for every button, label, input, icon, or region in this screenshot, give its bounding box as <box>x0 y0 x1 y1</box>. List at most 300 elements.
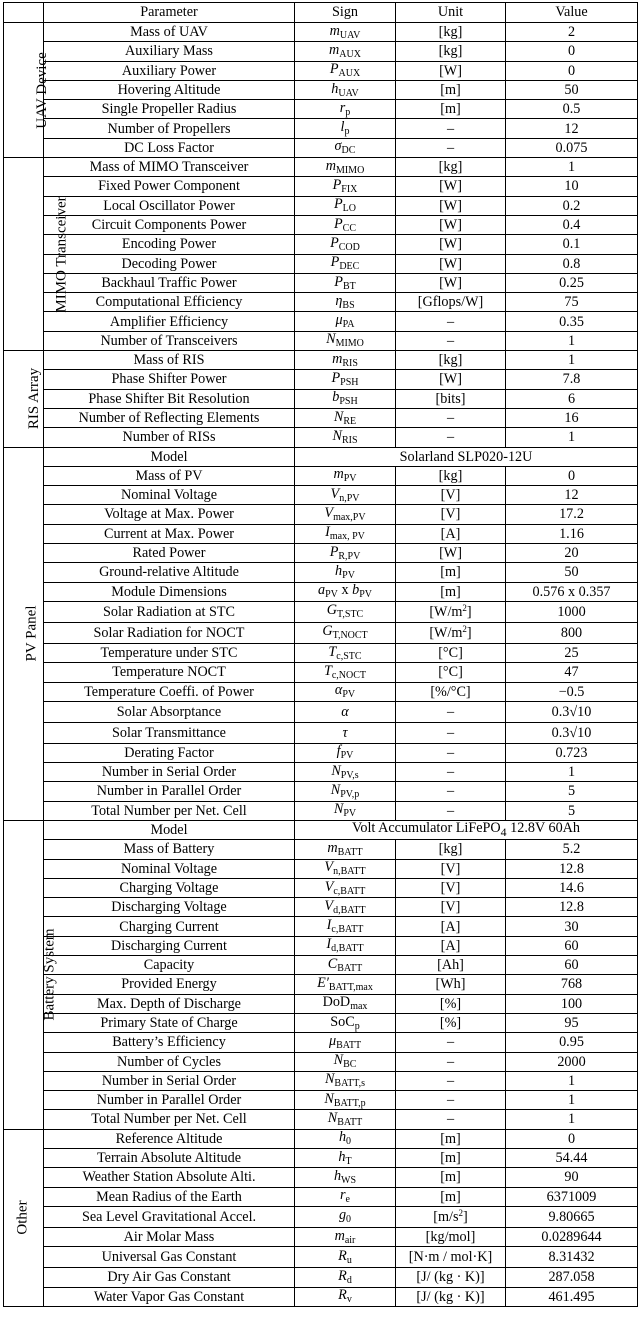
sign-sub: d <box>346 1274 352 1286</box>
sign-sub: PV,s <box>340 769 359 781</box>
unit-cell <box>396 1129 506 1148</box>
sign-base: N <box>324 1071 335 1088</box>
sign-symbol <box>328 644 361 660</box>
unit-cell <box>396 235 506 254</box>
sign-cell <box>295 100 396 119</box>
unit-cell <box>396 331 506 350</box>
sign-times: x <box>337 582 353 599</box>
parameter-cell: Temperature NOCT <box>44 663 295 682</box>
parameter-cell: Hovering Altitude <box>44 80 295 99</box>
sign-cell <box>295 782 396 801</box>
sign-base: h <box>338 1148 346 1165</box>
sign-sub: UAV <box>338 87 359 99</box>
parameter-cell: Current at Max. Power <box>44 524 295 543</box>
sign-cell <box>295 801 396 820</box>
sign-sub: 0 <box>346 1214 352 1226</box>
sign-symbol <box>335 1228 356 1244</box>
unit-text: – <box>446 1111 455 1128</box>
sign-base: r <box>340 1187 346 1204</box>
sign-base: α <box>334 682 343 699</box>
sign-sub-2: PV <box>359 589 372 601</box>
value-cell: 14.6 <box>506 878 638 897</box>
sign-base: SoC <box>330 1013 355 1030</box>
unit-text: [W] <box>439 178 462 195</box>
unit-text: [N·m / mol·K] <box>408 1249 493 1266</box>
sign-sub: BATT <box>337 1117 363 1129</box>
sign-cell <box>295 956 396 975</box>
value-cell: 1 <box>506 1071 638 1090</box>
parameter-cell: Circuit Components Power <box>44 215 295 234</box>
sign-cell <box>295 563 396 582</box>
unit-text: – <box>446 724 455 741</box>
parameter-cell: Decoding Power <box>44 254 295 273</box>
unit-text: [%/°C] <box>430 683 471 700</box>
sign-cell <box>295 663 396 682</box>
sign-sub: PSH <box>340 376 359 388</box>
sign-cell <box>295 722 396 743</box>
header-blank <box>4 3 44 23</box>
parameter-cell: Number of Cycles <box>44 1052 295 1071</box>
sign-symbol <box>327 1110 363 1129</box>
sign-symbol <box>332 428 357 444</box>
sign-cell <box>295 119 396 138</box>
sign-base: I <box>326 936 332 953</box>
table-row <box>4 1206 638 1227</box>
sign-base: g <box>338 1207 347 1224</box>
sign-symbol <box>338 1287 352 1306</box>
parameter-cell: Ground-relative Altitude <box>44 563 295 582</box>
unit-sup: 2 <box>458 1208 463 1219</box>
parameter-cell: Solar Radiation at STC <box>44 601 295 622</box>
sign-sub: BATT <box>336 1039 362 1051</box>
value-cell: 800 <box>506 622 638 643</box>
parameter-cell: Discharging Current <box>44 936 295 955</box>
parameter-cell: Solar Absorptance <box>44 701 295 722</box>
sign-cell <box>295 994 396 1013</box>
table-row <box>4 1268 638 1287</box>
unit-cell <box>396 158 506 177</box>
sign-symbol <box>335 312 355 331</box>
sign-base: l <box>340 119 345 136</box>
value-cell: 47 <box>506 663 638 682</box>
unit-text: [m/s <box>433 1209 459 1226</box>
value-cell: 0.1 <box>506 235 638 254</box>
table-row <box>4 215 638 234</box>
parameter-cell: Nominal Voltage <box>44 486 295 505</box>
sign-sub: PV <box>325 589 338 601</box>
value-cell: 0.3√10 <box>506 722 638 743</box>
unit-text: [%] <box>439 995 462 1012</box>
value-cell: 60 <box>506 956 638 975</box>
value-cell: 7.8 <box>506 370 638 389</box>
sign-symbol <box>327 840 362 856</box>
model-value-text: Solarland SLP020-12U <box>399 448 533 465</box>
unit-text: [V] <box>440 506 461 523</box>
unit-cell <box>396 682 506 701</box>
sign-sub: n,BATT <box>333 866 366 878</box>
sign-sub: CC <box>342 222 356 234</box>
section-label <box>4 1129 44 1306</box>
value-cell: −0.5 <box>506 682 638 701</box>
unit-cell <box>396 486 506 505</box>
sign-sub: T,STC <box>337 609 364 621</box>
sign-base: μ <box>335 312 343 329</box>
sign-symbol <box>331 486 360 502</box>
parameter-cell: Amplifier Efficiency <box>44 312 295 331</box>
value-cell: 12 <box>506 119 638 138</box>
unit-cell <box>396 878 506 897</box>
table-row <box>4 1149 638 1168</box>
sign-base: P <box>329 543 339 560</box>
unit-text: – <box>446 802 455 819</box>
table-row <box>4 61 638 80</box>
unit-text: [Ah] <box>437 957 464 974</box>
value-cell: 1 <box>506 1091 638 1110</box>
sign-symbol <box>326 602 364 621</box>
unit-cell <box>396 1071 506 1090</box>
table-row <box>4 582 638 601</box>
unit-text: [m] <box>440 1130 461 1147</box>
sign-cell <box>295 312 396 331</box>
unit-cell <box>396 859 506 878</box>
unit-text: – <box>446 1034 455 1051</box>
sign-cell <box>295 1187 396 1206</box>
value-cell: 50 <box>506 563 638 582</box>
unit-cell <box>396 505 506 524</box>
sign-cell <box>295 701 396 722</box>
section-label <box>4 158 70 351</box>
value-cell: 1 <box>506 428 638 447</box>
unit-cell <box>396 119 506 138</box>
sign-symbol <box>325 879 366 895</box>
unit-cell <box>396 801 506 820</box>
table-row <box>4 1247 638 1268</box>
sign-sub: T,NOCT <box>332 630 368 642</box>
value-cell: 60 <box>506 936 638 955</box>
unit-cell <box>396 293 506 312</box>
parameter-cell: Discharging Voltage <box>44 898 295 917</box>
sign-base: r <box>339 99 346 116</box>
value-cell: 12 <box>506 486 638 505</box>
parameter-cell: DC Loss Factor <box>44 138 295 157</box>
parameter-cell: Mass of PV <box>44 466 295 485</box>
unit-text: [kg] <box>438 43 463 60</box>
unit-cell <box>396 722 506 743</box>
sign-base: DoD <box>322 994 351 1011</box>
sign-symbol <box>336 743 354 762</box>
sign-cell <box>295 466 396 485</box>
unit-end: ] <box>463 1209 468 1226</box>
sign-symbol <box>332 351 358 367</box>
value-cell: 0 <box>506 61 638 80</box>
sign-symbol <box>324 1071 366 1090</box>
unit-cell <box>396 80 506 99</box>
sign-sub: p <box>354 1020 360 1032</box>
sign-base: m <box>329 41 340 58</box>
table-row <box>4 254 638 273</box>
sign-symbol <box>330 254 360 273</box>
sign-symbol <box>338 1129 352 1148</box>
table-row <box>4 1091 638 1110</box>
parameter-cell: Mass of Battery <box>44 840 295 859</box>
sign-symbol <box>333 196 356 215</box>
sign-cell <box>295 254 396 273</box>
table-row <box>4 196 638 215</box>
sign-base: E′ <box>317 975 329 991</box>
sign-base: N <box>330 782 341 799</box>
sign-symbol <box>334 216 356 232</box>
sign-cell <box>295 80 396 99</box>
unit-text: [kg] <box>438 352 463 369</box>
unit-cell <box>396 61 506 80</box>
sign-base: P <box>330 234 339 251</box>
unit-text: [W/m <box>429 625 463 642</box>
sign-symbol <box>330 23 361 39</box>
value-cell: 90 <box>506 1168 638 1187</box>
parameter-cell: Encoding Power <box>44 235 295 254</box>
table-row <box>4 743 638 762</box>
sign-symbol <box>338 1248 352 1264</box>
sign-symbol <box>334 682 356 701</box>
sign-cell <box>295 643 396 662</box>
sign-base: N <box>332 427 342 444</box>
parameter-cell: Terrain Absolute Altitude <box>44 1149 295 1168</box>
unit-text: – <box>446 139 455 156</box>
sign-symbol <box>334 274 355 290</box>
model-label: Model <box>44 820 295 839</box>
section-label-text: PV Panel <box>23 605 40 662</box>
unit-text: [m] <box>440 1169 461 1186</box>
value-cell: 2 <box>506 23 638 42</box>
unit-text: [m] <box>440 1188 461 1205</box>
unit-text: [W] <box>439 255 462 272</box>
unit-cell <box>396 23 506 42</box>
sign-sub: c,BATT <box>331 924 364 936</box>
sign-sub: UAV <box>339 29 361 41</box>
parameter-cell: Number of Transceivers <box>44 331 295 350</box>
unit-text: – <box>446 764 455 781</box>
unit-cell <box>396 582 506 601</box>
unit-text: [A] <box>440 525 461 542</box>
sign-cell <box>295 544 396 563</box>
value-cell: 2000 <box>506 1052 638 1071</box>
sign-sub: DC <box>341 145 356 157</box>
sign-cell <box>295 524 396 543</box>
sign-cell <box>295 23 396 42</box>
sign-cell <box>295 743 396 762</box>
sign-symbol <box>317 975 373 991</box>
unit-cell <box>396 743 506 762</box>
value-cell: 0 <box>506 42 638 61</box>
sign-cell <box>295 138 396 157</box>
sign-symbol <box>335 563 355 579</box>
unit-cell <box>396 254 506 273</box>
sign-cell <box>295 177 396 196</box>
model-value-sub: 4 <box>500 825 507 840</box>
sign-base: f <box>336 743 341 760</box>
parameter-cell: Nominal Voltage <box>44 859 295 878</box>
sign-cell <box>295 351 396 370</box>
table-row <box>4 505 638 524</box>
sign-cell <box>295 408 396 427</box>
unit-cell <box>396 975 506 994</box>
sign-symbol <box>341 704 348 720</box>
unit-cell <box>396 1247 506 1268</box>
table-row <box>4 975 638 994</box>
section-label-text: Other <box>15 1200 31 1235</box>
parameter-cell: Mass of UAV <box>44 23 295 42</box>
sign-symbol <box>326 936 364 955</box>
table-row <box>4 763 638 782</box>
unit-text: [V] <box>440 860 461 877</box>
sign-sub: R,PV <box>338 550 361 562</box>
unit-cell <box>396 663 506 682</box>
sign-symbol <box>331 763 358 779</box>
model-value-text: Volt Accumulator LiFePO <box>351 820 501 837</box>
unit-text: [A] <box>440 918 461 935</box>
sign-symbol <box>340 1187 350 1206</box>
sign-sub: BATT <box>337 846 363 858</box>
sign-base: m <box>332 350 343 367</box>
parameter-cell: Module Dimensions <box>44 582 295 601</box>
table-row <box>4 1227 638 1246</box>
sign-sub: AUX <box>338 68 361 80</box>
sign-base: R <box>338 1247 347 1264</box>
value-cell: 0 <box>506 1129 638 1148</box>
sign-base: m <box>333 466 344 483</box>
sign-cell <box>295 1168 396 1187</box>
unit-cell <box>396 273 506 292</box>
sign-symbol <box>331 81 358 97</box>
sign-symbol <box>332 389 358 408</box>
value-cell: 5.2 <box>506 840 638 859</box>
unit-cell <box>396 466 506 485</box>
unit-text: [W] <box>439 197 462 214</box>
sign-symbol <box>338 1149 351 1165</box>
parameter-cell: Max. Depth of Discharge <box>44 994 295 1013</box>
unit-text: [J/ (kg · K)] <box>416 1269 485 1286</box>
sign-base-2: b <box>352 582 360 599</box>
unit-cell <box>396 1187 506 1206</box>
sign-sub: MIMO <box>335 164 365 176</box>
value-cell: 100 <box>506 994 638 1013</box>
sign-cell <box>295 936 396 955</box>
sign-sub: u <box>346 1254 352 1266</box>
parameter-cell: Primary State of Charge <box>44 1013 295 1032</box>
sign-cell <box>295 1227 396 1246</box>
unit-text: [W] <box>439 236 462 253</box>
sign-cell <box>295 1206 396 1227</box>
unit-cell <box>396 408 506 427</box>
sign-sub: BC <box>343 1059 357 1071</box>
table-row <box>4 273 638 292</box>
sign-cell <box>295 1287 396 1306</box>
unit-cell <box>396 1013 506 1032</box>
sign-symbol <box>322 623 368 642</box>
sign-sub: PV <box>343 473 357 485</box>
value-cell: 1 <box>506 1110 638 1129</box>
model-row <box>4 820 638 839</box>
unit-cell <box>396 898 506 917</box>
sign-cell <box>295 859 396 878</box>
sign-symbol <box>333 1052 357 1071</box>
unit-cell <box>396 956 506 975</box>
unit-text: [W/m <box>429 604 463 621</box>
sign-sub: DEC <box>339 261 360 273</box>
value-cell: 1.16 <box>506 524 638 543</box>
unit-cell <box>396 840 506 859</box>
sign-cell <box>295 917 396 936</box>
unit-cell <box>396 351 506 370</box>
parameter-cell: Number of Reflecting Elements <box>44 408 295 427</box>
sign-cell <box>295 235 396 254</box>
sign-base: V <box>324 505 334 522</box>
table-row <box>4 701 638 722</box>
sign-symbol <box>318 582 338 601</box>
table-row <box>4 663 638 682</box>
unit-cell <box>396 763 506 782</box>
table-row <box>4 524 638 543</box>
value-cell: 75 <box>506 293 638 312</box>
value-cell: 1 <box>506 763 638 782</box>
unit-cell <box>396 1227 506 1246</box>
sign-sub: WS <box>341 1174 357 1186</box>
table-row <box>4 1129 638 1148</box>
parameter-cell: Mass of RIS <box>44 351 295 370</box>
model-value-end: 12.8V 60Ah <box>506 820 581 837</box>
sign-base: τ <box>342 724 348 741</box>
header-value: Value <box>506 3 638 23</box>
parameter-cell: Mean Radius of the Earth <box>44 1187 295 1206</box>
value-cell: 0.95 <box>506 1033 638 1052</box>
sign-sub: BATT,p <box>333 1097 366 1109</box>
sign-base: σ <box>334 138 342 155</box>
unit-cell <box>396 177 506 196</box>
sign-cell <box>295 389 396 408</box>
unit-text: [m] <box>440 101 461 118</box>
unit-cell <box>396 42 506 61</box>
header-parameter: Parameter <box>44 3 295 23</box>
sign-symbol <box>324 859 366 878</box>
value-cell: 95 <box>506 1013 638 1032</box>
sign-cell <box>295 1091 396 1110</box>
unit-text: – <box>446 744 455 761</box>
sign-sub: PV,p <box>340 789 360 801</box>
table-row <box>4 389 638 408</box>
table-row <box>4 138 638 157</box>
unit-text: [kg] <box>438 159 463 176</box>
sign-base: P <box>334 273 343 290</box>
unit-text: – <box>446 120 455 137</box>
value-cell: 17.2 <box>506 505 638 524</box>
sign-symbol <box>324 1091 365 1107</box>
sign-symbol-2 <box>352 582 372 601</box>
table-row <box>4 293 638 312</box>
value-cell: 0.3√10 <box>506 701 638 722</box>
table-row <box>4 1287 638 1306</box>
sign-sub: AUX <box>339 48 361 60</box>
table-header <box>4 3 638 23</box>
value-cell: 6371009 <box>506 1187 638 1206</box>
sign-sub: 0 <box>346 1136 352 1148</box>
parameter-cell: Number of Propellers <box>44 119 295 138</box>
unit-cell <box>396 563 506 582</box>
sign-base: N <box>333 1052 344 1069</box>
parameter-cell: Number in Parallel Order <box>44 782 295 801</box>
sign-sub: MIMO <box>335 338 364 350</box>
sign-cell <box>295 898 396 917</box>
table-body <box>4 23 638 1307</box>
